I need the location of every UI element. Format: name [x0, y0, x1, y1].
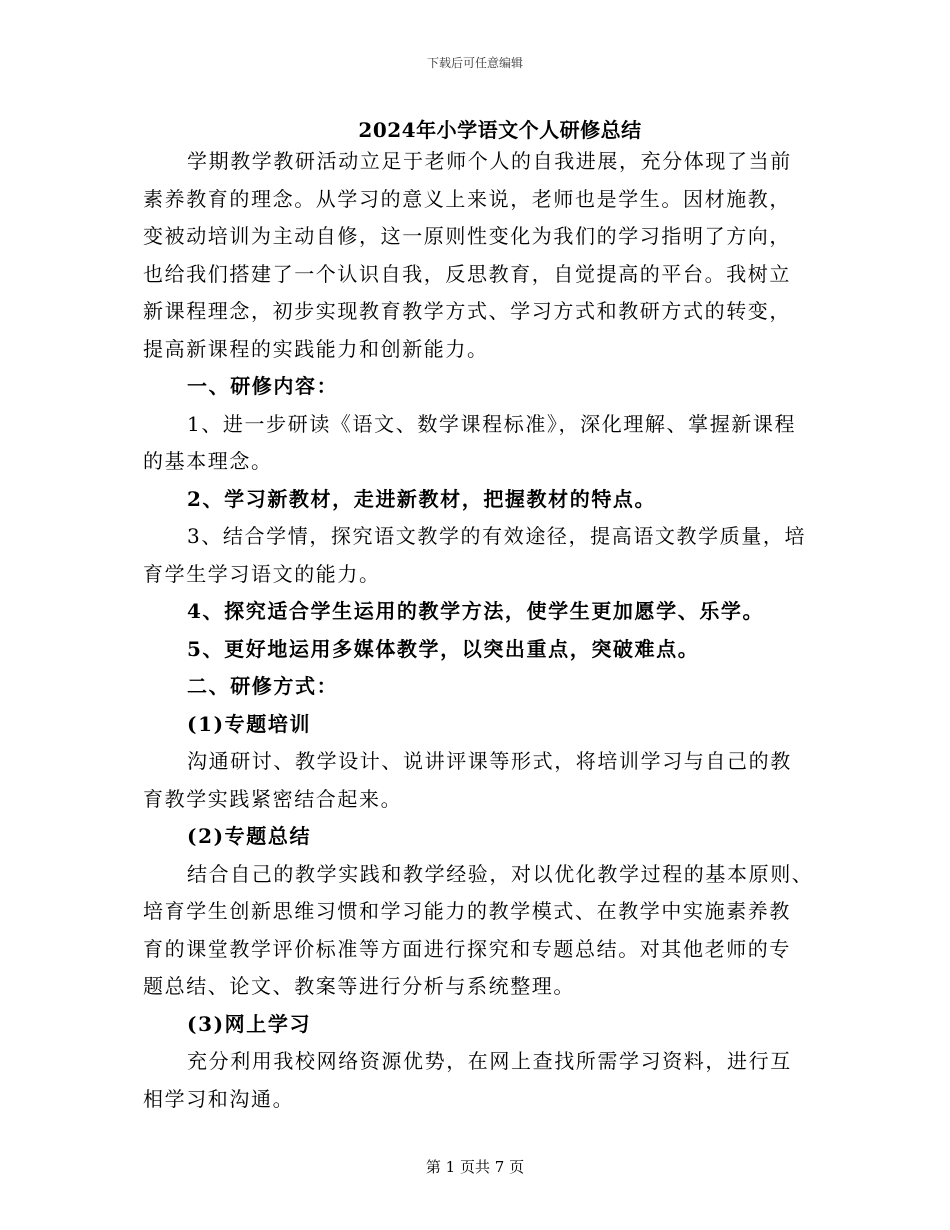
header-note: 下载后可任意编辑 — [426, 56, 523, 70]
paragraph-line: 沟通研讨、教学设计、说讲评课等形式，将培训学习与自己的教 — [187, 749, 792, 773]
section-heading-line: 5、更好地运用多媒体教学，以突出重点，突破难点。 — [187, 636, 700, 661]
section-heading-line: 二、研修方式： — [187, 674, 339, 698]
paragraph-line: 相学习和沟通。 — [143, 1086, 295, 1111]
paragraph-line: 培育学生创新思维习惯和学习能力的教学模式、在教学中实施素养教 — [143, 899, 791, 923]
section-heading-line: (2)专题总结 — [187, 824, 312, 848]
section-heading-line: (3)网上学习 — [187, 1011, 312, 1036]
paragraph-line: 题总结、论文、教案等进行分析与系统整理。 — [143, 974, 575, 998]
paragraph-line: 也给我们搭建了一个认识自我，反思教育，自觉提高的平台。我树立 — [143, 261, 791, 286]
page-title: 2024年小学语文个人研修总结 — [358, 118, 642, 142]
paragraph-line: 的基本理念。 — [143, 449, 273, 473]
page-footer: 第 1 页共 7 页 — [425, 1158, 525, 1176]
paragraph-line: 育教学实践紧密结合起来。 — [143, 786, 403, 811]
paragraph-line: 育学生学习语文的能力。 — [143, 561, 381, 586]
paragraph-line: 学期教学教研活动立足于老师个人的自我进展，充分体现了当前 — [187, 149, 792, 173]
paragraph-line: 育的课堂教学评价标准等方面进行探究和专题总结。对其他老师的专 — [143, 936, 791, 961]
paragraph-line: 1、进一步研读《语文、数学课程标准》，深化理解、掌握新课程 — [187, 411, 797, 436]
paragraph-line: 充分利用我校网络资源优势，在网上查找所需学习资料，进行互 — [187, 1049, 792, 1073]
section-heading-line: 一、研修内容： — [187, 374, 339, 398]
paragraph-line: 提高新课程的实践能力和创新能力。 — [143, 336, 489, 361]
paragraph-line: 结合自己的教学实践和教学经验，对以优化教学过程的基本原则、 — [187, 861, 814, 886]
paragraph-line: 素养教育的理念。从学习的意义上来说，老师也是学生。因材施教， — [143, 186, 791, 211]
paragraph-line: 3、结合学情，探究语文教学的有效途径，提高语文教学质量，培 — [187, 524, 807, 548]
paragraph-line: 变被动培训为主动自修，这一原则性变化为我们的学习指明了方向， — [143, 224, 791, 248]
section-heading-line: 2、学习新教材，走进新教材，把握教材的特点。 — [187, 486, 657, 511]
section-heading-line: (1)专题培训 — [187, 711, 312, 736]
section-heading-line: 4、探究适合学生运用的教学方法，使学生更加愿学、乐学。 — [187, 599, 765, 623]
paragraph-line: 新课程理念，初步实现教育教学方式、学习方式和教研方式的转变， — [143, 299, 791, 323]
document-body — [143, 143, 813, 1118]
